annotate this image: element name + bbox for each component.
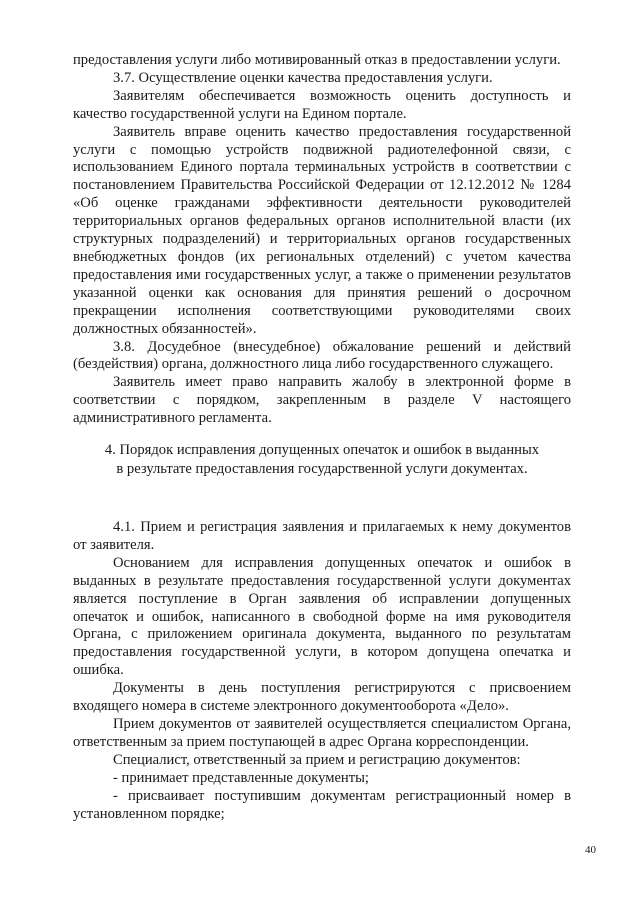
section-4-heading-line-1: 4. Порядок исправления допущенных опечаток и ошибок в выданных xyxy=(104,442,540,458)
page-number: 40 xyxy=(585,844,596,856)
paragraph-3-8-heading: 3.8. Досудебное (внесудебное) обжалование решений и действий (бездействия) органа, должностного лица либо государственного служащего. xyxy=(73,338,571,373)
paragraph-assessment-methods: Заявитель вправе оценить качество предоставления государственной услуги с помощью устройств подвижной радиотелефонной связи, с использованием Единого портала терминальных устройств в соответствии с постановлением Правительства Российской Федерации от 12.12.2012 № 1284 «Об оценке гражданами эффективности деятельности руководителей территориальных органов федеральных органов исполнительной власти (их структурных подразделений) и территориальных органов государственных внебюджетных фондов (их региональных отделений) с учетом качества предоставления ими государственных услуг, а также о применении результатов указанной оценки как основания для принятия решений о досрочном прекращении исполнения соответствующими руководителями своих должностных обязанностей». xyxy=(73,123,571,337)
list-item-accepts-documents: - принимает представленные документы; xyxy=(113,769,369,786)
paragraph-assessment-possibility: Заявителям обеспечивается возможность оценить доступность и качество государственной услуги на Едином портале. xyxy=(73,87,571,122)
list-item-assigns-number: - присваивает поступившим документам регистрационный номер в установленном порядке; xyxy=(73,787,571,822)
paragraph-correction-grounds: Основанием для исправления допущенных опечаток и ошибок в выданных в результате предоставления государственной услуги документах является поступление в Орган заявления об исправлении допущенных опечаток и ошибок, написанного в свободной форме на имя руководителя Органа, с приложением оригинала документа, выданного по результатам предоставления государственной услуги, в котором допущена опечатка и ошибка. xyxy=(73,554,571,679)
paragraph-3-7-heading: 3.7. Осуществление оценки качества предоставления услуги. xyxy=(113,69,493,86)
top-text-section xyxy=(73,52,571,428)
section-4-heading-line-2: в результате предоставления государственной услуги документах. xyxy=(116,461,528,477)
paragraph-specialist-duties: Специалист, ответственный за прием и регистрацию документов: xyxy=(113,751,521,768)
bottom-text-section xyxy=(73,519,571,823)
paragraph-4-1-heading: 4.1. Прием и регистрация заявления и прилагаемых к нему документов от заявителя. xyxy=(73,519,571,553)
paragraph-registration: Документы в день поступления регистрируются с присвоением входящего номера в системе электронного документооборота «Дело». xyxy=(73,680,571,715)
paragraph-complaint-right: Заявитель имеет право направить жалобу в электронной форме в соответствии с порядком, закрепленным в разделе V настоящего административного регламента. xyxy=(73,374,571,427)
paragraph-continuation: предоставления услуги либо мотивированный отказ в предоставлении услуги. xyxy=(73,52,561,68)
section-4-heading xyxy=(73,441,571,479)
paragraph-reception-specialist: Прием документов от заявителей осуществляется специалистом Органа, ответственным за прием поступающей в адрес Органа корреспонденции. xyxy=(73,715,571,750)
